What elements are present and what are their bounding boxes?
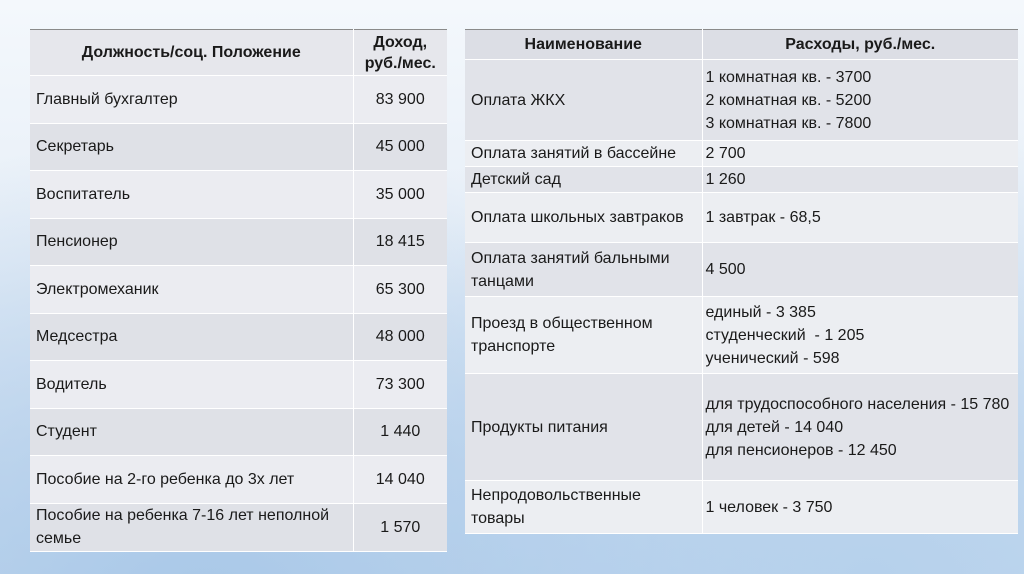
expense-name: Непродовольственные товары: [465, 481, 702, 534]
expense-line: 1 260: [705, 171, 746, 188]
table-row: [465, 167, 1018, 193]
income-value: 48 000: [353, 313, 447, 361]
income-header-row: [30, 30, 447, 76]
header-income-line: руб./мес.: [364, 54, 436, 72]
table-row: [30, 171, 447, 219]
position-name: Секретарь: [30, 123, 353, 171]
table-row: [30, 361, 447, 409]
expense-line: для пенсионеров - 12 450: [705, 441, 897, 459]
income-value: 73 300: [353, 361, 447, 409]
income-value: 65 300: [353, 266, 447, 314]
table-row: [30, 503, 447, 551]
expense-name: Оплата занятий бальными танцами: [465, 243, 702, 297]
header-income: [353, 30, 447, 76]
table-row: [30, 266, 447, 314]
expense-line: студенческий - 1 205: [705, 326, 865, 344]
expense-line: для детей - 14 040: [705, 418, 844, 436]
income-value: 18 415: [353, 218, 447, 266]
expense-value: [702, 167, 1018, 193]
income-value: 14 040: [353, 456, 447, 504]
table-row: [30, 408, 447, 456]
table-row: [465, 141, 1018, 167]
expense-line: для трудоспособного населения - 15 780: [705, 395, 1010, 413]
table-row: [465, 243, 1018, 297]
expense-value: [702, 193, 1018, 243]
expense-value: [702, 481, 1018, 534]
income-value: 1 570: [353, 503, 447, 551]
header-income-line: Доход,: [373, 33, 428, 51]
expense-line: 3 комнатная кв. - 7800: [705, 114, 872, 132]
income-value: 45 000: [353, 123, 447, 171]
table-row: [30, 456, 447, 504]
expense-line: единый - 3 385: [705, 303, 816, 321]
expense-value: [702, 60, 1018, 141]
table-row: [30, 123, 447, 171]
expense-line: 2 700: [705, 145, 746, 162]
table-row: [465, 374, 1018, 481]
expense-table: [465, 29, 1018, 534]
expense-value: [702, 297, 1018, 374]
table-row: [465, 481, 1018, 534]
expense-name: Оплата ЖКХ: [465, 60, 702, 141]
position-name: Электромеханик: [30, 266, 353, 314]
expense-line: 1 комнатная кв. - 3700: [705, 68, 872, 86]
table-row: [30, 313, 447, 361]
position-name: Пособие на 2-го ребенка до 3х лет: [30, 456, 353, 504]
header-position: Должность/соц. Положение: [30, 30, 353, 76]
position-name: Главный бухгалтер: [30, 76, 353, 124]
income-value: 1 440: [353, 408, 447, 456]
expense-line: 1 завтрак - 68,5: [705, 209, 821, 226]
table-row: [30, 218, 447, 266]
table-row: [465, 60, 1018, 141]
expense-line: 2 комнатная кв. - 5200: [705, 91, 872, 109]
position-name: Медсестра: [30, 313, 353, 361]
expense-value: [702, 141, 1018, 167]
header-item-name: Наименование: [465, 30, 702, 60]
income-table: [30, 29, 447, 552]
position-name: Студент: [30, 408, 353, 456]
table-row: [465, 193, 1018, 243]
position-name: Пособие на ребенка 7-16 лет неполной семье: [30, 503, 353, 551]
table-row: [30, 76, 447, 124]
expense-name: Продукты питания: [465, 374, 702, 481]
expense-header-row: [465, 30, 1018, 60]
expense-name: Оплата школьных завтраков: [465, 193, 702, 243]
expense-line: 4 500: [705, 261, 746, 278]
expense-name: Детский сад: [465, 167, 702, 193]
position-name: Водитель: [30, 361, 353, 409]
header-expenses: Расходы, руб./мес.: [702, 30, 1018, 60]
position-name: Воспитатель: [30, 171, 353, 219]
table-row: [465, 297, 1018, 374]
expense-value: [702, 374, 1018, 481]
income-value: 35 000: [353, 171, 447, 219]
income-value: 83 900: [353, 76, 447, 124]
expense-value: [702, 243, 1018, 297]
expense-name: Проезд в общественном транспорте: [465, 297, 702, 374]
expense-line: ученический - 598: [705, 349, 840, 367]
position-name: Пенсионер: [30, 218, 353, 266]
expense-line: 1 человек - 3 750: [705, 498, 833, 516]
expense-name: Оплата занятий в бассейне: [465, 141, 702, 167]
